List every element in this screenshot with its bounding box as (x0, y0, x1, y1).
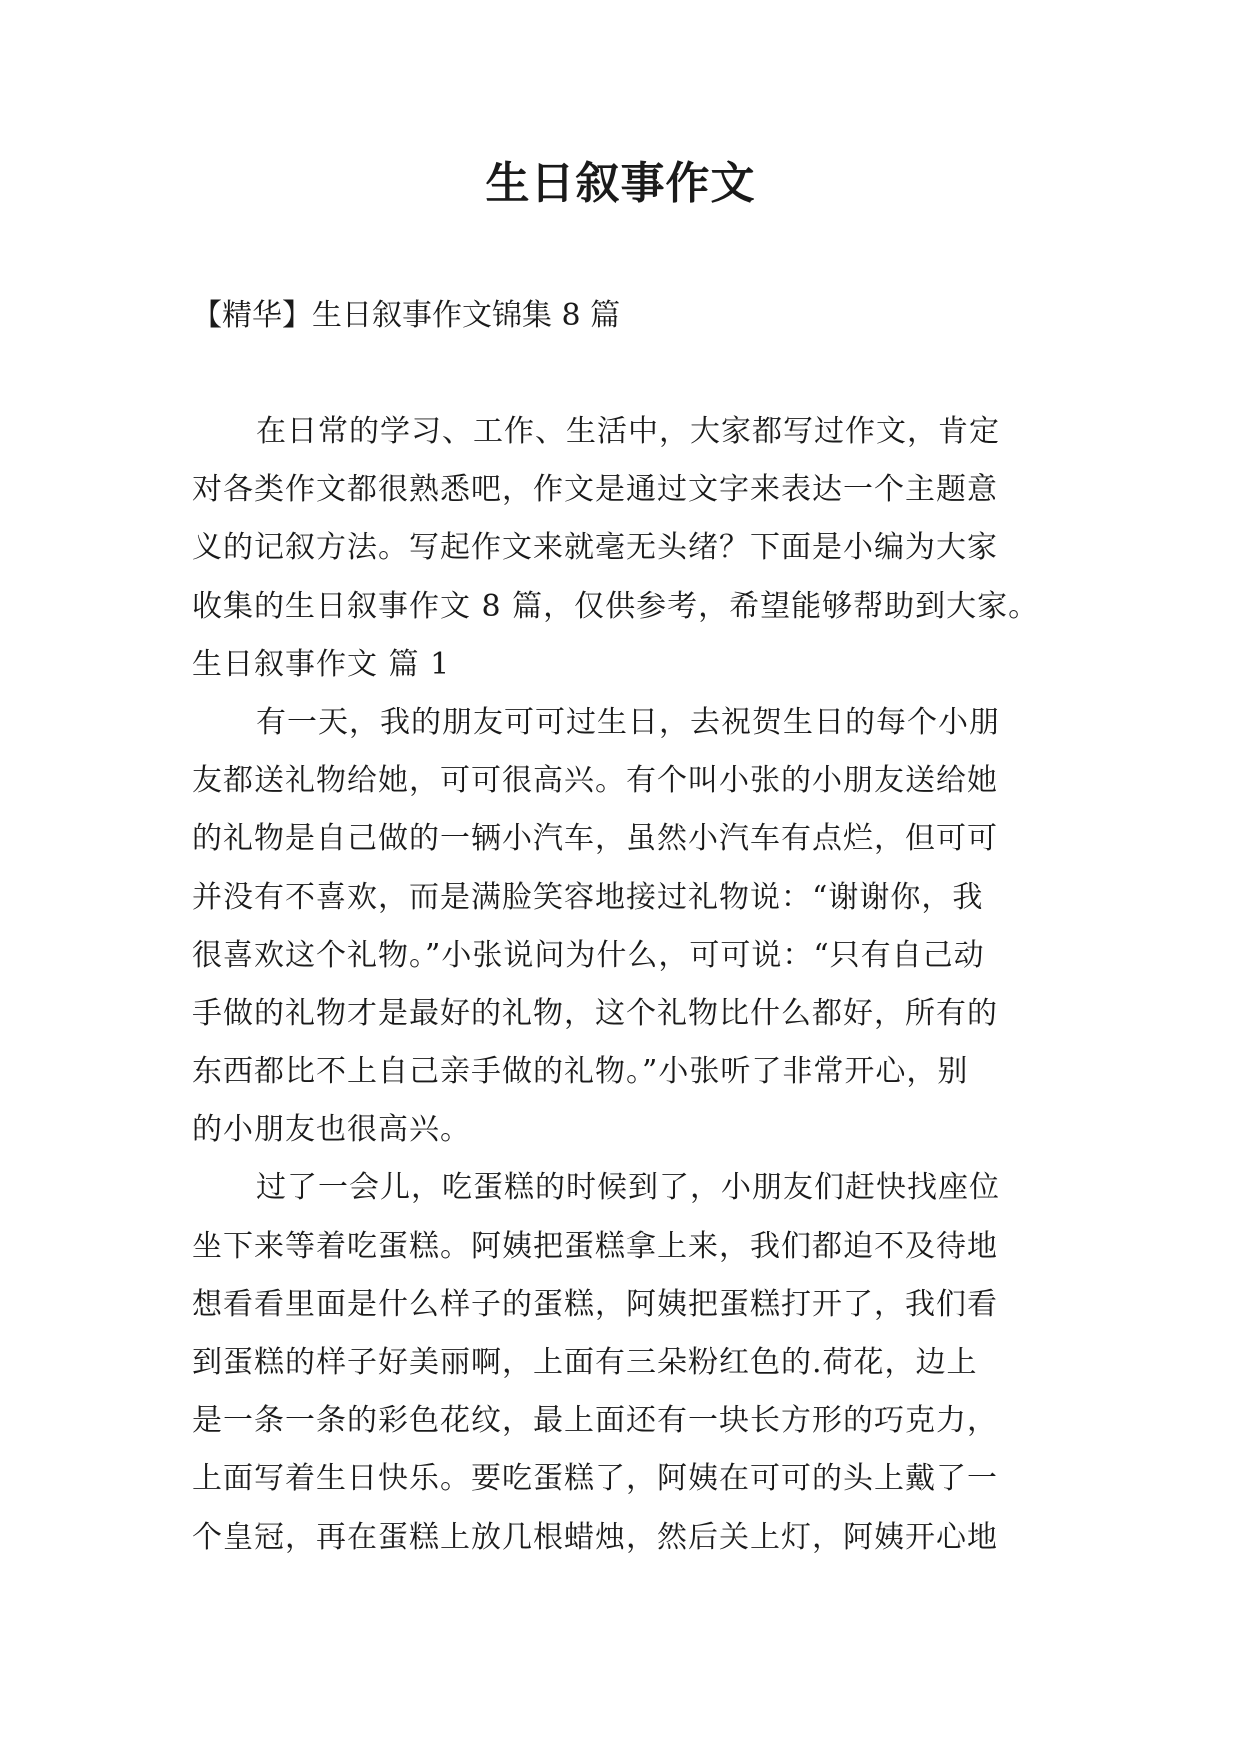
text-line: 坐下来等着吃蛋糕。阿姨把蛋糕拿上来，我们都迫不及待地 (192, 1228, 998, 1264)
text-line: 的小朋友也很高兴。 (192, 1112, 471, 1148)
text-line: 对各类作文都很熟悉吧，作文是通过文字来表达一个主题意 (192, 472, 998, 508)
text-line: 的礼物是自己做的一辆小汽车，虽然小汽车有点烂，但可可 (192, 821, 998, 857)
text-line: 是一条一条的彩色花纹，最上面还有一块长方形的巧克力， (192, 1403, 998, 1439)
text-line: 想看看里面是什么样子的蛋糕，阿姨把蛋糕打开了，我们看 (192, 1286, 998, 1322)
text-line: 义的记叙方法。写起作文来就毫无头绪？下面是小编为大家 (192, 530, 998, 566)
text-line: 东西都比不上自己亲手做的礼物。”小张听了非常开心，别 (192, 1054, 969, 1090)
text-line: 很喜欢这个礼物。”小张说问为什么，可可说：“只有自己动 (192, 937, 985, 973)
text-line: 到蛋糕的样子好美丽啊，上面有三朵粉红色的.荷花，边上 (192, 1345, 978, 1380)
text-line: 并没有不喜欢，而是满脸笑容地接过礼物说：“谢谢你，我 (192, 879, 984, 915)
text-line: 手做的礼物才是最好的礼物，这个礼物比什么都好，所有的 (192, 995, 998, 1031)
text-line: 有一天，我的朋友可可过生日，去祝贺生日的每个小朋 (256, 704, 1000, 740)
text-line: 在日常的学习、工作、生活中，大家都写过作文，肯定 (256, 414, 1000, 449)
text-line: 收集的生日叙事作文 8 篇，仅供参考，希望能够帮助到大家。 (192, 588, 1040, 624)
text-line: 个皇冠，再在蛋糕上放几根蜡烛，然后关上灯，阿姨开心地 (192, 1519, 998, 1555)
document-subtitle: 【精华】生日叙事作文锦集 8 篇 (192, 298, 621, 333)
text-line: 上面写着生日快乐。要吃蛋糕了，阿姨在可可的头上戴了一 (192, 1461, 998, 1497)
body-text (192, 403, 1072, 1567)
text-line: 过了一会儿，吃蛋糕的时候到了，小朋友们赶快找座位 (256, 1170, 1000, 1206)
text-line: 友都送礼物给她，可可很高兴。有个叫小张的小朋友送给她 (192, 763, 998, 799)
page-title: 生日叙事作文 (485, 158, 756, 209)
section-heading: 生日叙事作文 篇 1 (192, 646, 451, 682)
